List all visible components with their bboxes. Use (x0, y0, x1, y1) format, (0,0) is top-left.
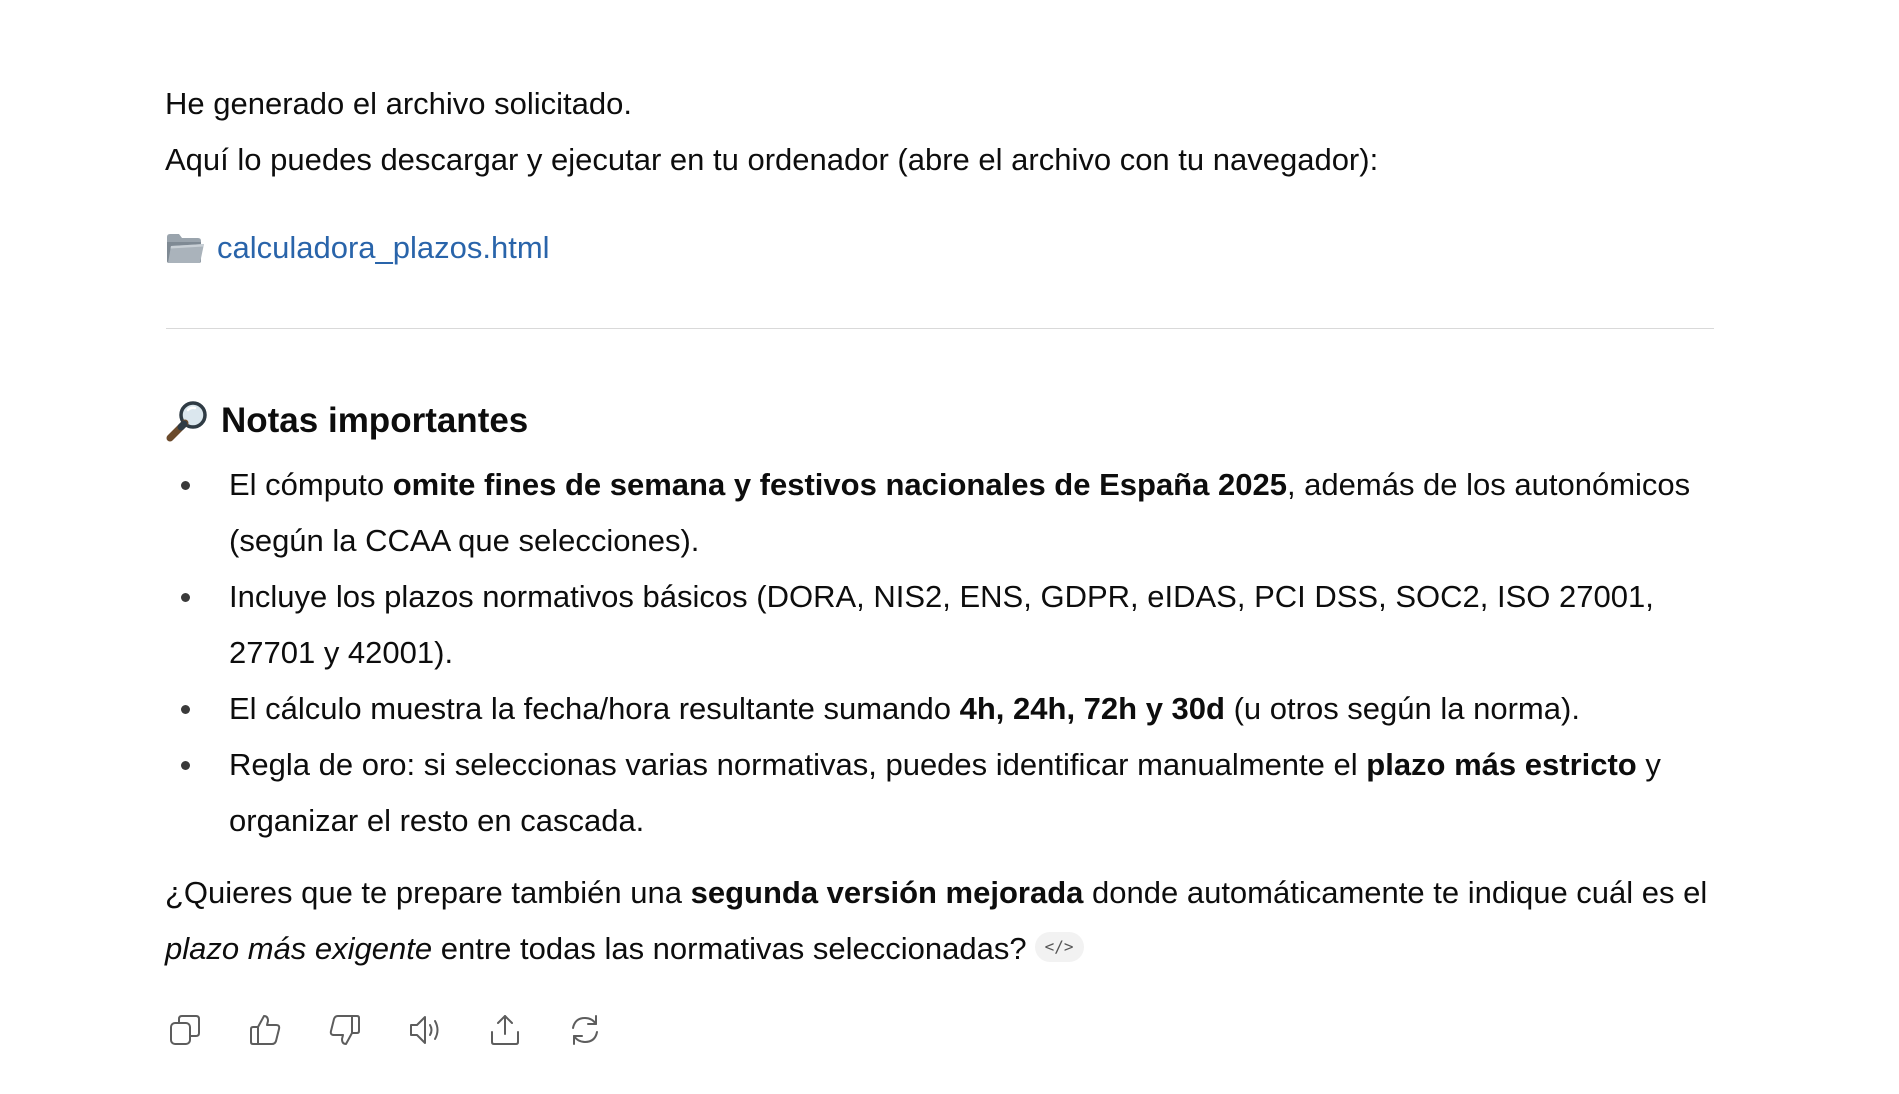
magnifier-icon (165, 399, 209, 443)
question-text: ¿Quieres que te prepare también una (165, 875, 691, 910)
notes-heading-text: Notas importantes (221, 401, 529, 440)
file-download-link[interactable]: calculadora_plazos.html (217, 230, 550, 265)
bullet (181, 761, 190, 770)
note-text: El cálculo muestra la fecha/hora resultante sumando (229, 691, 960, 726)
share-button[interactable] (485, 1010, 525, 1050)
question-bold: segunda versión mejorada (690, 875, 1084, 910)
file-download-row (165, 220, 1715, 276)
note-text: (u otros según la norma). (1224, 691, 1580, 726)
section-divider (166, 328, 1714, 329)
intro-line-1: He generado el archivo solicitado. (165, 86, 632, 121)
note-text: , además de los autonómicos (según la CCAA que selecciones). (229, 467, 1691, 558)
note-bold: omite fines de semana y festivos nacionales de España 2025 (392, 467, 1287, 502)
note-text: El cómputo (229, 467, 393, 502)
list-item (165, 737, 1715, 849)
notes-heading (165, 391, 1715, 451)
speaker-icon (407, 1012, 443, 1048)
read-aloud-button[interactable] (405, 1010, 445, 1050)
follow-up-question (165, 865, 1715, 977)
thumbs-up-button[interactable] (245, 1010, 285, 1050)
thumbs-up-icon (247, 1012, 283, 1048)
note-text: y organizar el resto en cascada. (229, 747, 1661, 838)
refresh-icon (567, 1012, 603, 1048)
message-actions (165, 1010, 605, 1050)
list-item (165, 681, 1715, 737)
copy-icon (167, 1012, 203, 1048)
question-text: entre todas las normativas seleccionadas? (432, 931, 1027, 966)
list-item (165, 457, 1715, 569)
intro-line-2: Aquí lo puedes descargar y ejecutar en tu ordenador (abre el archivo con tu navegador): (165, 142, 1379, 177)
question-text: donde automáticamente te indique cuál es el (1083, 875, 1708, 910)
folder-icon (165, 230, 205, 266)
list-item (165, 569, 1715, 681)
share-icon (487, 1012, 523, 1048)
bullet (181, 481, 190, 490)
note-text: Regla de oro: si seleccionas varias normativas, puedes identificar manualmente el (229, 747, 1367, 782)
note-text: Incluye los plazos normativos básicos (DORA, NIS2, ENS, GDPR, eIDAS, PCI DSS, SOC2, ISO 27001, 27701 y 42001). (229, 579, 1654, 670)
thumbs-down-icon (327, 1012, 363, 1048)
bullet (181, 705, 190, 714)
note-bold: plazo más estricto (1366, 747, 1637, 782)
copy-button[interactable] (165, 1010, 205, 1050)
notes-list (165, 457, 1715, 849)
code-chip[interactable]: </> (1035, 932, 1084, 962)
question-italic: plazo más exigente (165, 931, 433, 966)
bullet (181, 593, 190, 602)
regenerate-button[interactable] (565, 1010, 605, 1050)
note-bold: 4h, 24h, 72h y 30d (959, 691, 1225, 726)
thumbs-down-button[interactable] (325, 1010, 365, 1050)
assistant-message (165, 76, 1715, 1008)
